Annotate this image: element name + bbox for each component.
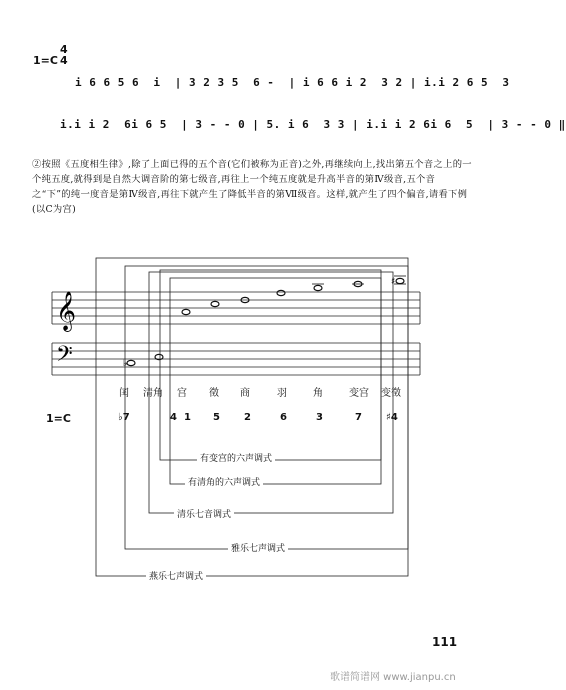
note-name: 清角 [143,388,163,399]
footer-watermark: 歌谱简谱网 www.jianpu.cn [330,672,456,683]
note-name: 角 [313,388,323,399]
jianpu-number: ♭7 [118,412,130,423]
bass-staff [52,343,420,375]
note-name: 商 [240,388,250,399]
note-name: 徵 [209,388,219,399]
body-paragraph: ②按照《五度相生律》,除了上面已得的五个音(它们被称为正音)之外,再继续向上,找出第五个音之上的一个纯五度,就得到是自然大调音阶的第七级音,再往上一个纯五度就是升高半音的第Ⅳ级音,五个音之“下”的纯一度音是第Ⅳ级音,再往下就产生了降低半音的第Ⅶ级音。这样,就产生了四个偏音,请看下例(以C为宫) [32,159,472,215]
note-name: 羽 [277,388,287,399]
note-name: 闰 [119,388,129,399]
note-names-row [119,384,419,400]
note-name: 变徵 [381,388,401,399]
jianpu-number: 4 [170,412,177,423]
jianpu-numbers-row [118,412,418,428]
jianpu-number: 1 [184,412,191,423]
jianpu-line-2: i.i i 2 6i 6 5 | 3 - - 0 | 5. i 6 3 3 | i.i i 2 6i 6 5 | 3 - - 0 ‖ [60,118,566,131]
staff-notes [127,278,404,365]
jianpu-number: 7 [355,412,362,423]
box-label-qingjue: 有清角的六声调式 [185,475,263,488]
bass-clef-icon: 𝄢 [56,342,73,372]
box-label-yayue: 雅乐七声调式 [228,541,288,554]
sharp-icon: ♯ [391,277,396,287]
treble-clef-icon: 𝄞 [56,291,77,331]
flat-icon: ♭ [123,359,128,369]
treble-staff [52,292,420,324]
key-signature: 1=C [33,54,58,67]
box-label-yanyue: 燕乐七声调式 [146,569,206,582]
jianpu-line-1: i 6 6 5 6 i | 3 2 3 5 6 - | i 6 6 i 2 3 2 | i.i 2 6 5 3 [75,76,510,89]
box-label-biangong: 有变宫的六声调式 [197,451,275,464]
jianpu-number: 6 [280,412,287,423]
jianpu-number: 3 [316,412,323,423]
time-signature: 4 4 [60,43,68,67]
jianpu-number: 5 [213,412,220,423]
box-label-qingyue: 清乐七音调式 [174,507,234,520]
note-name: 变宫 [349,388,369,399]
diagram-key: 1=C [46,412,71,425]
note-name: 宫 [177,388,187,399]
page-number: 111 [432,635,458,649]
jianpu-number: 2 [244,412,251,423]
jianpu-number: ♯4 [386,412,398,423]
